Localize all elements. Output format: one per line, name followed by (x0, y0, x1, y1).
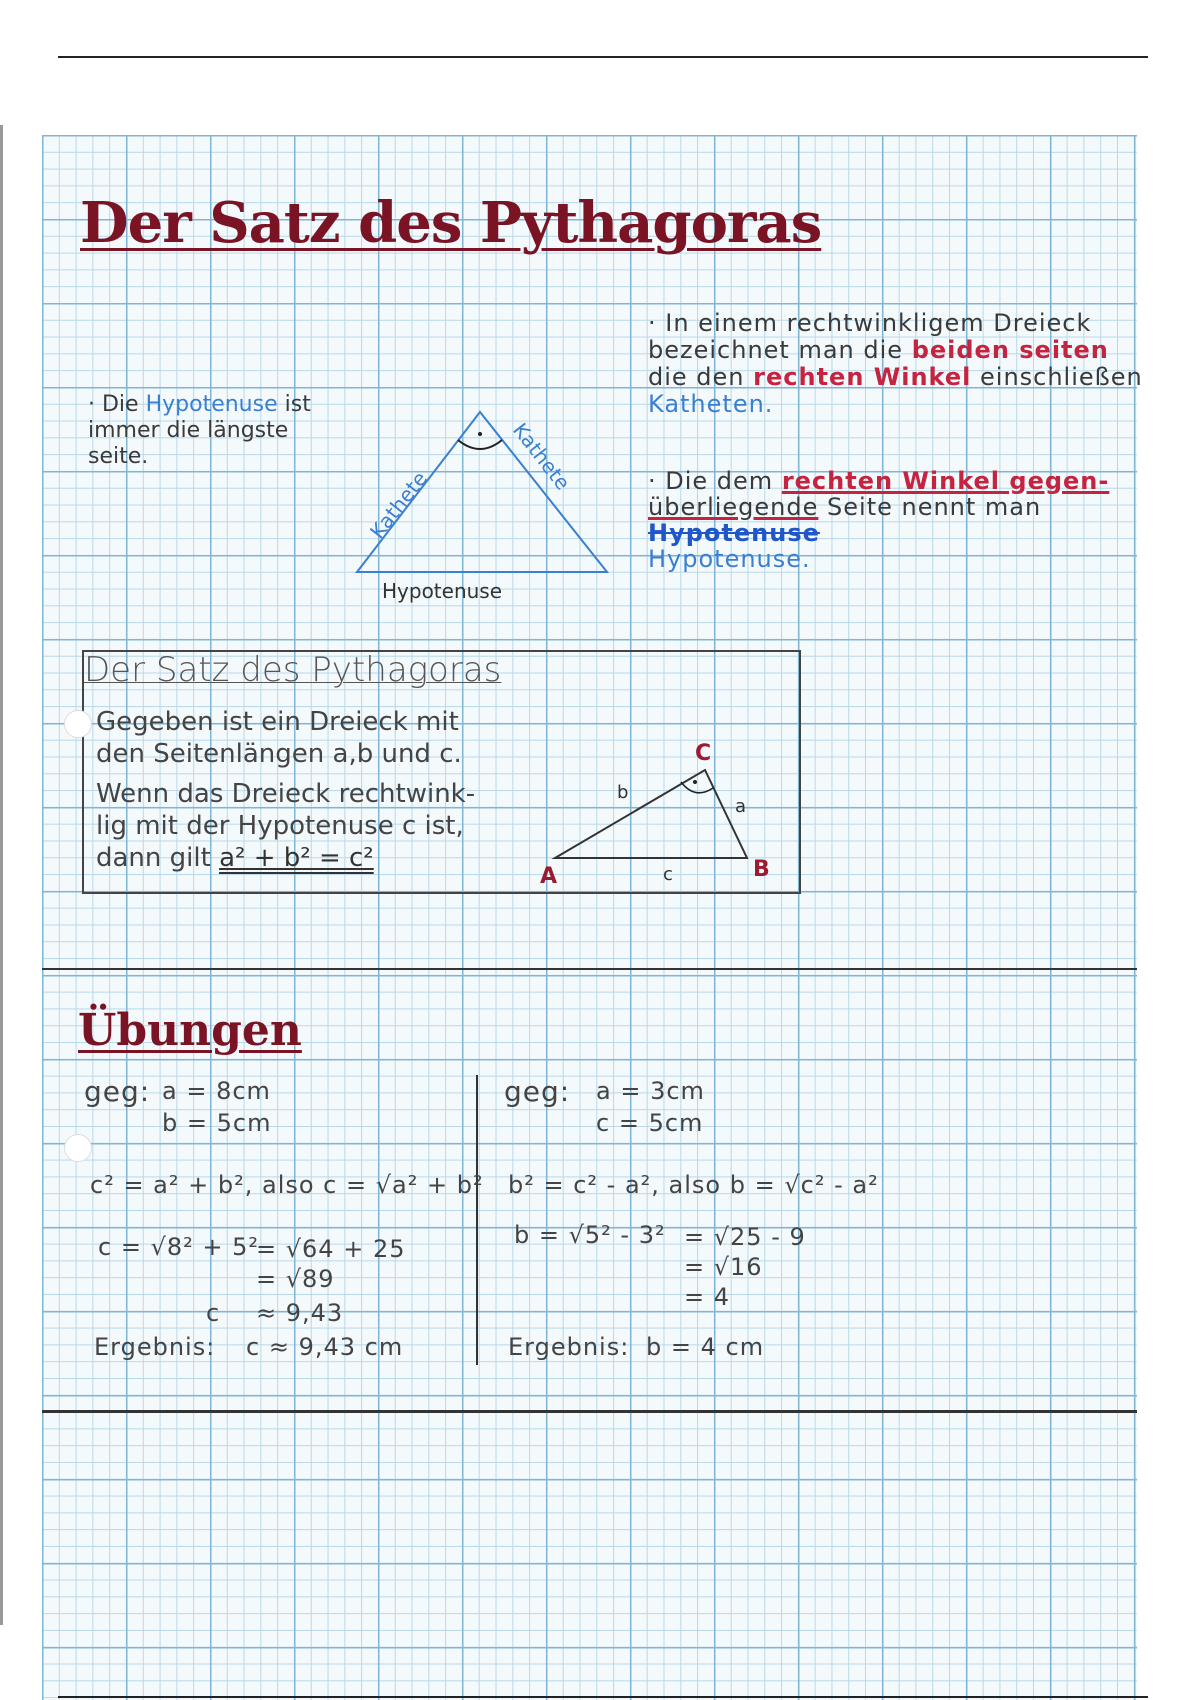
vertex-a-label: A (540, 864, 558, 889)
theorem-right-angle-arc (681, 782, 713, 793)
theorem-triangle (535, 730, 785, 890)
bottom-rule (58, 1696, 1148, 1698)
exercises-bottom-divider (42, 1410, 1137, 1413)
theorem-triangle-shape (555, 770, 747, 858)
pythagoras-formula: a² + b² = c² (219, 843, 374, 873)
exercise-left: geg: a = 8cm b = 5cm c² = a² + b², also c = √a² + b² c = √8² + 5² = √64 + 25 = √89 c ≈ 9,43 Ergebnis: c ≈ 9,43 cm (84, 1075, 484, 1361)
punch-hole-top (64, 710, 92, 738)
vertex-c-label: C (695, 741, 712, 766)
right-angle-dot (478, 432, 482, 436)
exercises-column-divider (476, 1075, 478, 1365)
section-divider (42, 968, 1137, 970)
hypotenuse-note: · Die Hypotenuse ist immer die längste seite. (88, 392, 311, 469)
exercises-heading: Übungen (78, 1005, 302, 1056)
right-angle-arc (458, 440, 502, 449)
side-c-label: c (663, 864, 673, 885)
side-b-label: b (617, 782, 629, 803)
top-rule (58, 56, 1148, 58)
side-a-label: a (735, 796, 747, 817)
hypotenuse-label: Hypotenuse (382, 579, 503, 603)
paper-edge (0, 125, 3, 1625)
intro-triangle (340, 400, 630, 610)
hypotenuse-definition: · Die dem rechten Winkel gegen- überliegende Seite nennt man Hypotenuse Hypotenuse. (648, 467, 1110, 573)
theorem-text: Gegeben ist ein Dreieck mit den Seitenlängen a,b und c. Wenn das Dreieck rechtwink- lig mit der Hypotenuse c ist, dann gilt a² + b² = c² (96, 707, 476, 873)
vertex-b-label: B (753, 857, 770, 882)
page-title: Der Satz des Pythagoras (80, 190, 822, 256)
kathete-right-label: Kathete (508, 418, 575, 495)
katheten-definition: · In einem rechtwinkligem Dreieck bezeichnet man die beiden seiten die den rechten Winkel einschließen Katheten. (648, 309, 1143, 418)
theorem-box-title: Der Satz des Pythagoras (84, 650, 502, 690)
exercise-right: geg: a = 3cm c = 5cm b² = c² - a², also b = √c² - a² b = √5² - 3² = √25 - 9 = √16 = 4 Ergebnis: b = 4 cm (504, 1075, 879, 1361)
kathete-left-label: Kathete (365, 466, 432, 544)
